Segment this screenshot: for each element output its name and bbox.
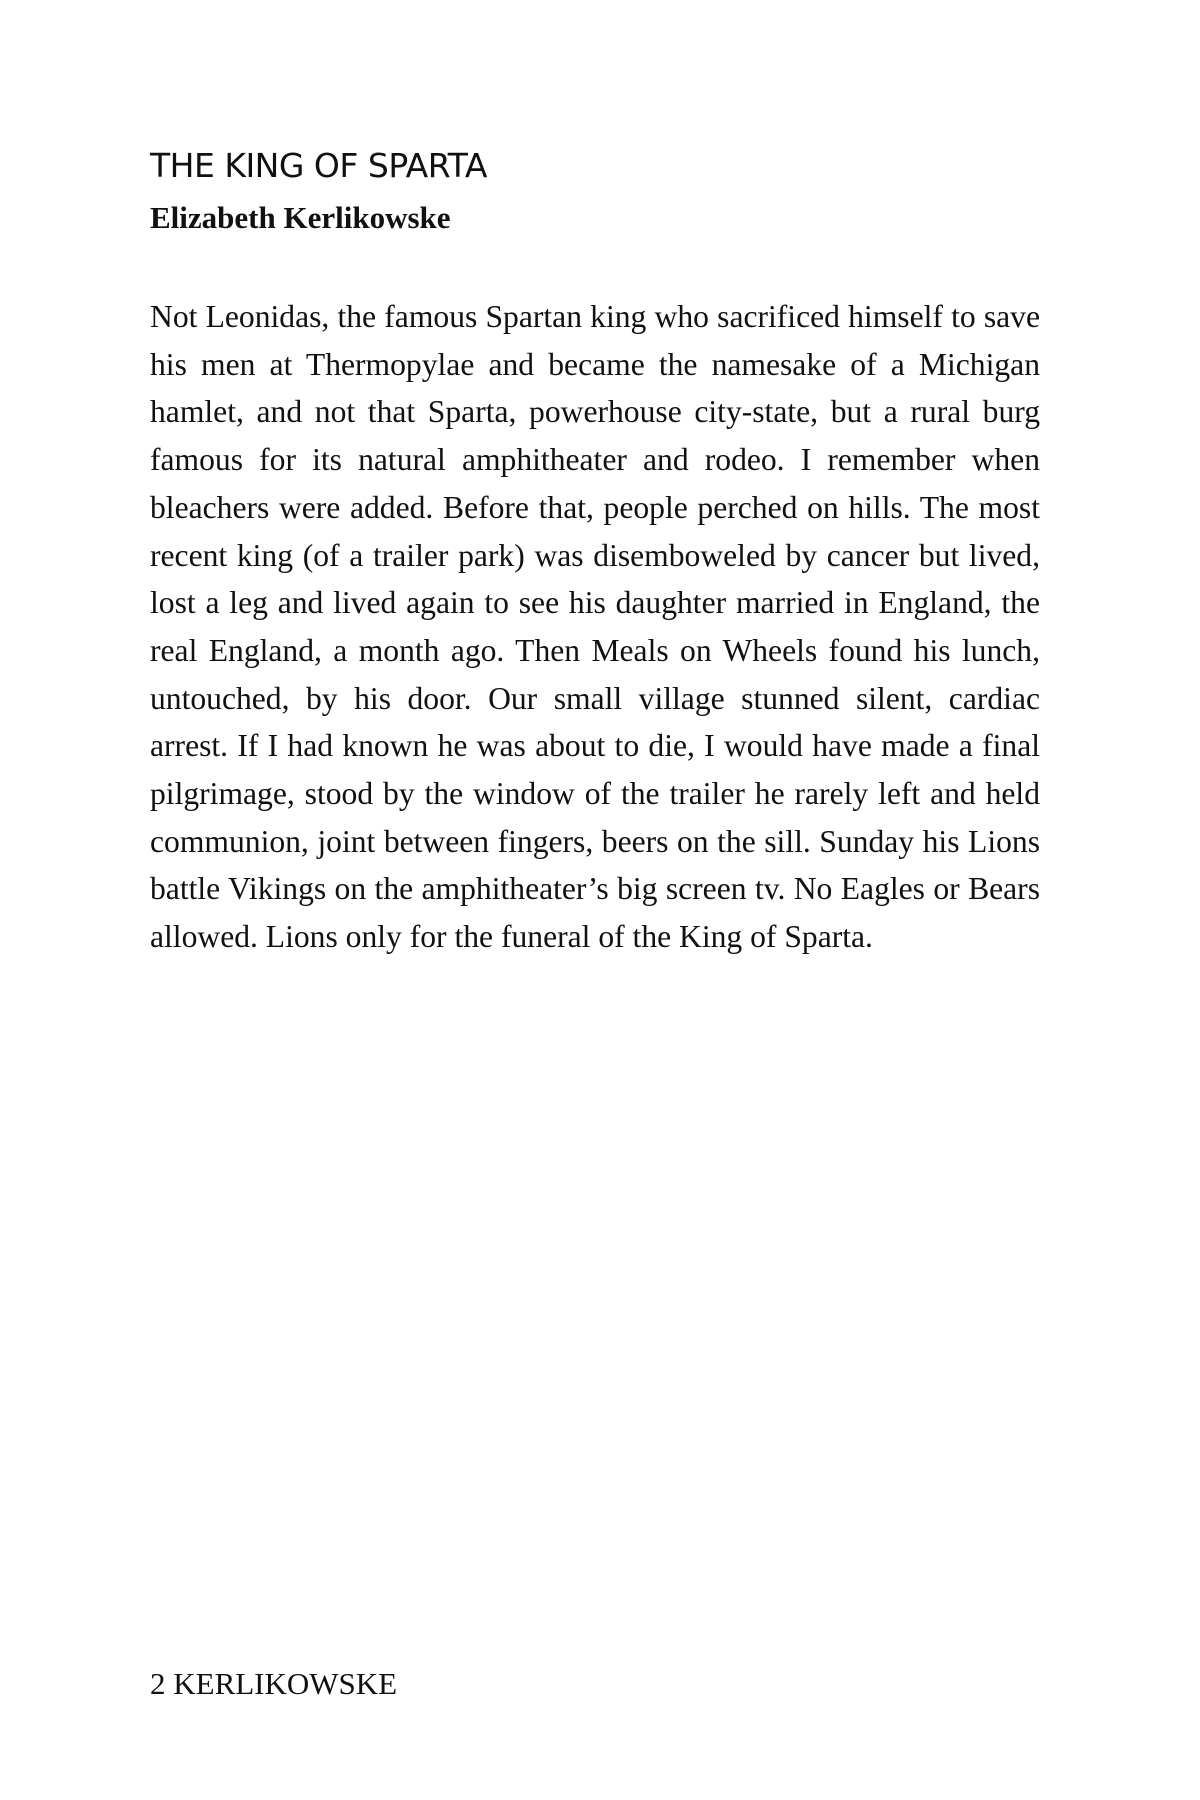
- poem-body: Not Leonidas, the famous Spartan king who sacrificed himself to save his men at Thermopylae and became the namesake of a Michigan hamlet, and not that Sparta, powerhouse city-state, but a rural burg famous for its natural amphitheater and rodeo. I remember when bleachers were added. Before that, people perched on hills. The most recent king (of a trailer park) was disemboweled by cancer but lived, lost a leg and lived again to see his daughter married in England, the real England, a month ago. Then Meals on Wheels found his lunch, untouched, by his door. Our small village stunned silent, cardiac arrest. If I had known he was about to die, I would have made a final pilgrimage, stood by the window of the trailer he rarely left and held communion, joint between fingers, beers on the sill. Sunday his Lions battle Vikings on the amphitheater’s big screen tv. No Eagles or Bears allowed. Lions only for the funeral of the King of Sparta.: [150, 299, 1040, 955]
- poem-author: Elizabeth Kerlikowske: [150, 200, 451, 235]
- page-footer: 2 KERLIKOWSKE: [150, 1666, 398, 1701]
- poem-title: THE KING OF SPARTA: [150, 146, 487, 185]
